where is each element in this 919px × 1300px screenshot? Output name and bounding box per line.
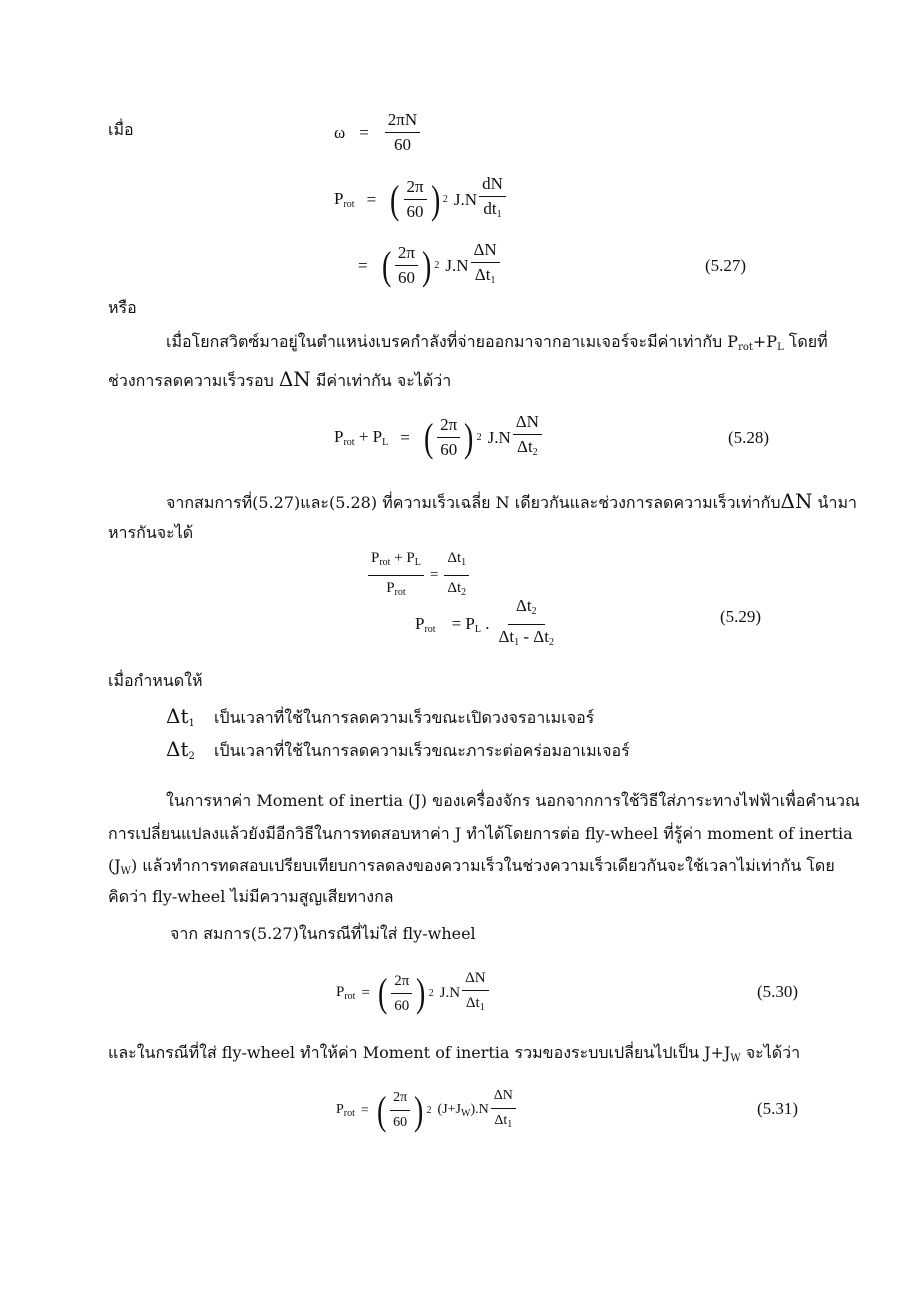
exponent: 2	[442, 194, 448, 205]
paragraph-3-line-2: การเปลี่ยนแปลงแล้วยังมีอีกวิธีในการทดสอบหาค่า J ทำได้โดยการต่อ fly-wheel ที่รู้ค่า moment of inertia	[108, 824, 853, 843]
equation-number-5-31: (5.31)	[757, 1099, 799, 1118]
equals-sign: =	[366, 189, 377, 209]
definition-dt1: $\Delta t_1$ เป็นเวลาที่ใช้ในการลดความเร็วขณะเปิดวงจรอาเมเจอร์	[166, 704, 595, 729]
label-muea-kamnot: เมื่อกำหนดให้	[108, 671, 203, 690]
omega-symbol: ω	[334, 122, 346, 142]
equation-5-30: $P_{rot}$ = ( $\frac{2\pi}{60}$ ) 2 J.N $\frac{\Delta N}{\Delta t_1}$	[336, 968, 491, 1018]
fraction: $\frac{dN}{dt_1}$	[479, 174, 506, 225]
equation-number-5-30: (5.30)	[757, 982, 799, 1001]
equation-5-28: $P_{rot} + P_L$ = ( $\frac{2\pi}{60}$ ) 2 J.N $\frac{\Delta N}{\Delta t_2}$	[334, 412, 544, 463]
paragraph-4: จาก สมการ(5.27)ในกรณีที่ไม่ใส่ fly-wheel	[170, 924, 476, 943]
equation-5-31: $P_{rot}$ = ( $\frac{2\pi}{60}$ ) 2 $(J+J_W).N$ $\frac{\Delta N}{\Delta t_1}$	[336, 1086, 518, 1135]
lhs: $P_{rot}$	[334, 189, 355, 210]
equals-sign: =	[358, 255, 368, 275]
paragraph-1-line-2: ช่วงการลดความเร็วรอบ ΔN มีค่าเท่ากัน จะได้ว่า	[108, 367, 452, 391]
equation-number-5-27: (5.27)	[705, 256, 747, 275]
equation-prot-dn	[334, 174, 508, 225]
label-muea: เมื่อ	[108, 120, 134, 139]
parenthesized-fraction: ( $\frac{2\pi}{60}$ ) 2	[390, 176, 448, 222]
equals-sign: =	[359, 122, 369, 142]
equation-number-5-29: (5.29)	[720, 607, 762, 626]
equation-omega	[334, 110, 422, 155]
paragraph-1-line-1: เมื่อโยกสวิตซ์มาอยู่ในตำแหน่งเบรคกำลังที่จ่ายออกมาจากอาเมเจอร์จะมีค่าเท่ากับ $P_{rot}+P_L$ โดยที่	[166, 332, 828, 353]
equation-5-27: = ( $\frac{2\pi}{60}$ ) 2 J.N $\frac{\Delta N}{\Delta t_1}$	[358, 240, 502, 291]
jn-term: J.N	[453, 189, 478, 209]
paragraph-2-line-2: หารกันจะได้	[108, 523, 194, 542]
denominator: 60	[393, 135, 411, 154]
equation-5-29: $P_{rot}$ = $P_L$ . $\frac{\Delta t_2}{\Delta t_1 - \Delta t_2}$	[415, 596, 554, 648]
label-rue: หรือ	[108, 298, 137, 317]
paragraph-3-line-4: คิดว่า fly-wheel ไม่มีความสูญเสียทางกล	[108, 887, 394, 906]
paragraph-2-line-1: จากสมการที่(5.27)และ(5.28) ที่ความเร็วเฉลี่ย N เดียวกันและช่วงการลดความเร็วเท่ากับΔN นำมา	[166, 489, 857, 513]
numerator: 2πN	[385, 110, 420, 133]
equation-ratio: $\frac{P_{rot} + P_L}{P_{rot}}$ = $\frac{\Delta t_1}{\Delta t_2}$	[366, 548, 471, 603]
paragraph-5: และในกรณีที่ใส่ fly-wheel ทำให้ค่า Moment of inertia รวมของระบบเปลี่ยนไปเป็น $J+J_W$ จะได้ว่า	[108, 1043, 801, 1064]
equation-number-5-28: (5.28)	[728, 428, 770, 447]
definition-dt2: $\Delta t_2$ เป็นเวลาที่ใช้ในการลดความเร็วขณะภาระต่อคร่อมอาเมเจอร์	[166, 737, 630, 762]
parenthesized-fraction: ( $\frac{2\pi}{60}$ ) 2	[381, 242, 440, 288]
fraction	[385, 110, 420, 155]
paragraph-3-line-1: ในการหาค่า Moment of inertia (J) ของเครื่องจักร นอกจากการใช้วิธีใส่ภาระทางไฟฟ้าเพื่อคำนวณ	[166, 791, 860, 810]
paragraph-3-line-3: $(J_W)$ แล้วทำการทดสอบเปรียบเทียบการลดลงของความเร็วในช่วงความเร็วเดียวกันจะใช้เวลาไม่เท่ากัน โดย	[108, 856, 835, 877]
